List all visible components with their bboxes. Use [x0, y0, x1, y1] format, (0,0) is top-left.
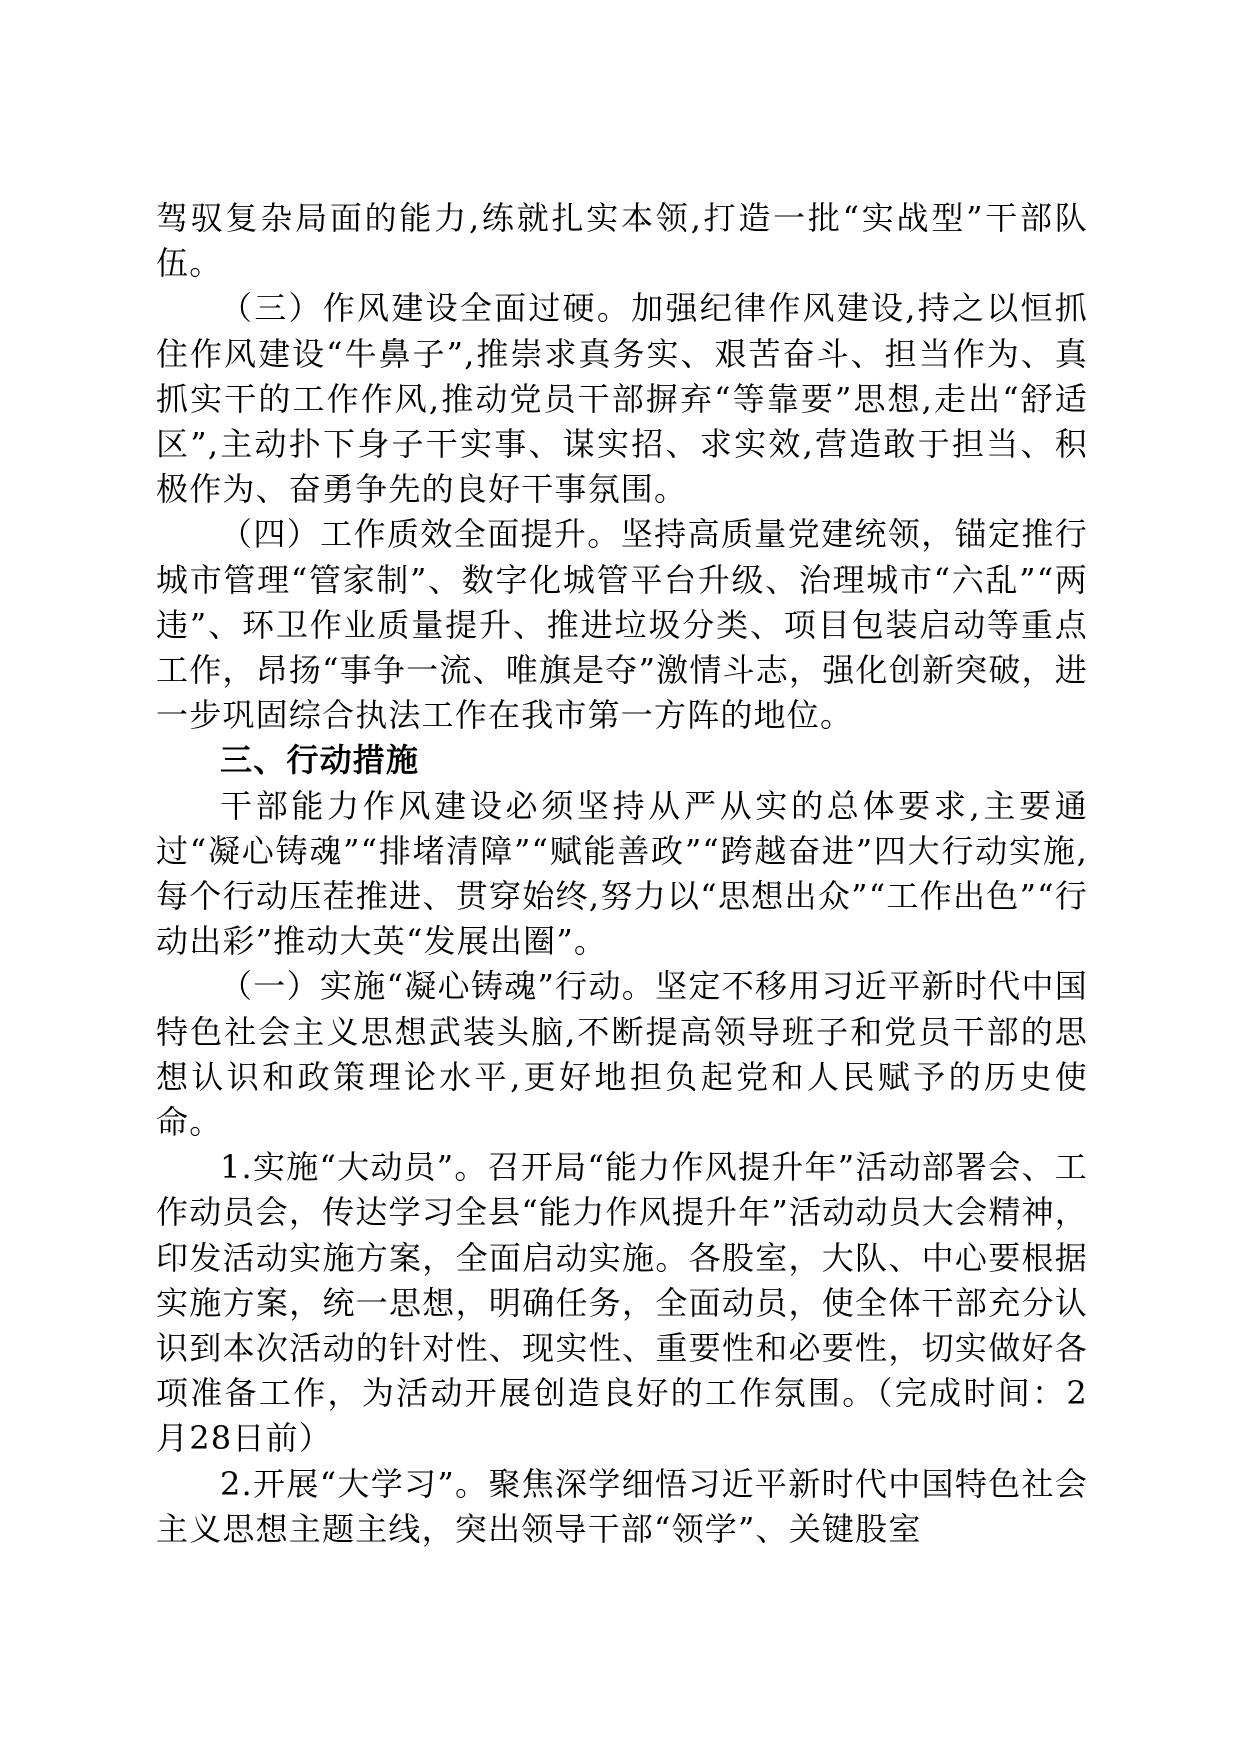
paragraph-item-study: 2.开展“大学习”。聚焦深学细悟习近平新时代中国特色社会主义思想主题主线，突出领导干部“领学”、关键股室 — [156, 1464, 1088, 1548]
paragraph-continuation: 驾驭复杂局面的能力,练就扎实本领,打造一批“实战型”干部队伍。 — [156, 199, 1088, 283]
paragraph-item-mobilization: 1.实施“大动员”。召开局“能力作风提升年”活动部署会、工作动员会，传达学习全县“能力作风提升年”活动动员大会精神，印发活动实施方案，全面启动实施。各股室，大队、中心要根据实施方案，统一思想，明确任务，全面动员，使全体干部充分认识到本次活动的针对性、现实性、重要性和必要性，切实做好各项准备工作，为活动开展创造良好的工作氛围。（完成时间：2月28日前） — [156, 1148, 1088, 1458]
paragraph-work-style: （三）作风建设全面过硬。加强纪律作风建设,持之以恒抓住作风建设“牛鼻子”,推崇求真务实、艰苦奋斗、担当作为、真抓实干的工作作风,推动党员干部摒弃“等靠要”思想,走出“舒适区”,主动扑下身子干实事、谋实招、求实效,营造敢于担当、积极作为、奋勇争先的良好干事氛围。 — [156, 289, 1088, 509]
paragraph-action-one: （一）实施“凝心铸魂”行动。坚定不移用习近平新时代中国特色社会主义思想武装头脑,不断提高领导班子和党员干部的思想认识和政策理论水平,更好地担负起党和人民赋予的历史使命。 — [156, 967, 1088, 1142]
document-body — [156, 196, 1088, 1552]
section-heading-action-measures: 三、行动措施 — [220, 741, 420, 780]
paragraph-work-quality: （四）工作质效全面提升。坚持高质量党建统领，锚定推行城市管理“管家制”、数字化城管平台升级、治理城市“六乱”“两违”、环卫作业质量提升、推进垃圾分类、项目包装启动等重点工作，昂扬“事争一流、唯旗是夺”激情斗志，强化创新突破，进一步巩固综合执法工作在我市第一方阵的地位。 — [156, 515, 1088, 735]
paragraph-action-overview: 干部能力作风建设必须坚持从严从实的总体要求,主要通过“凝心铸魂”“排堵清障”“赋能善政”“跨越奋进”四大行动实施,每个行动压茬推进、贯穿始终,努力以“思想出众”“工作出色”“行动出彩”推动大英“发展出圈”。 — [156, 786, 1088, 961]
